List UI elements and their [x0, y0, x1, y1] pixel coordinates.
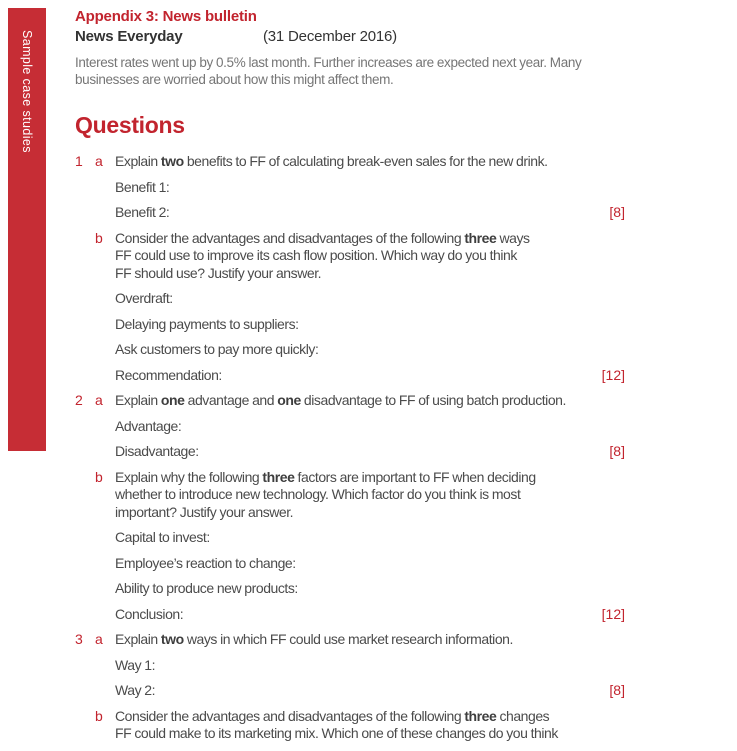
text-segment: Explain [115, 153, 161, 169]
part-text [115, 392, 625, 410]
answer-prompt-row [115, 443, 625, 461]
answer-prompt-label: Advantage: [115, 417, 182, 434]
answer-prompt-row [115, 580, 625, 598]
emphasis-text: one [160, 392, 185, 408]
answer-prompt-row [115, 606, 625, 624]
text-segment: FF could use to improve its cash flow position. Which way do you think [115, 247, 517, 263]
question-part-row [75, 392, 635, 461]
marks-badge: [8] [609, 204, 625, 220]
question-number: 1 [75, 153, 83, 169]
appendix-title: Appendix 3: News bulletin [75, 8, 257, 25]
part-content [115, 631, 625, 700]
answer-prompt-row [115, 341, 625, 359]
text-segment: Explain why the following [115, 468, 263, 485]
part-content [115, 708, 625, 743]
question-part-row [75, 153, 635, 222]
marks-badge: [8] [609, 682, 625, 698]
part-content [115, 392, 625, 461]
content-column [75, 8, 635, 751]
answer-prompt-row [115, 657, 625, 675]
text-segment: advantage and [184, 392, 278, 408]
emphasis-text: two [160, 631, 184, 647]
news-body-line-1: Interest rates went up by 0.5% last month. Further increases are expected next year. Many [75, 55, 582, 70]
question-number [75, 230, 95, 385]
part-letter: b [95, 707, 103, 724]
part-letter: a [95, 153, 103, 169]
news-source: News Everyday [75, 28, 183, 45]
answer-prompt-row [115, 204, 625, 222]
questions-list [75, 153, 635, 743]
emphasis-text: three [262, 468, 295, 485]
answer-prompt-label: Overdraft: [115, 290, 173, 306]
marks-badge: [8] [609, 443, 625, 459]
part-letter: a [95, 631, 103, 647]
part-text [115, 230, 625, 283]
news-headline-row [75, 28, 635, 46]
question-number: 3 [75, 631, 83, 647]
answer-prompt-label: Benefit 2: [115, 204, 170, 220]
sidebar-tab [8, 8, 46, 451]
text-segment: FF could make to its marketing mix. Which one of these changes do you think [115, 725, 558, 741]
answer-prompt-label: Delaying payments to suppliers: [115, 315, 299, 332]
answer-prompt-row [115, 418, 625, 436]
answer-prompt-row [115, 316, 625, 334]
emphasis-text: three [464, 707, 497, 724]
answer-prompt-row [115, 682, 625, 700]
text-segment: ways [496, 229, 530, 246]
part-text [115, 708, 625, 743]
text-segment: whether to introduce new technology. Which factor do you think is most [115, 486, 521, 502]
answer-prompt-row [115, 529, 625, 547]
part-content [115, 153, 625, 222]
text-segment: FF should use? Justify your answer. [115, 264, 322, 281]
part-content [115, 230, 625, 385]
text-segment: benefits to FF of calculating break-even sales for the new drink. [183, 153, 548, 169]
answer-prompt-label: Way 2: [115, 682, 156, 698]
answer-prompt-label: Way 1: [115, 656, 156, 673]
text-segment: Consider the advantages and disadvantages of the following [115, 707, 465, 724]
question-part-row [75, 469, 635, 624]
text-segment: changes [496, 707, 550, 724]
part-letter: b [95, 229, 103, 246]
answer-prompt-row [115, 367, 625, 385]
text-segment: Consider the advantages and disadvantages of the following [115, 229, 465, 246]
part-letter: b [95, 468, 103, 485]
part-text [115, 631, 625, 649]
answer-prompt-row [115, 290, 625, 308]
marks-badge: [12] [601, 605, 625, 622]
question-number [75, 469, 95, 624]
answer-prompt-label: Ability to produce new products: [115, 580, 298, 596]
news-body [75, 54, 635, 88]
news-date: (31 December 2016) [263, 28, 397, 45]
answer-prompt-row [115, 179, 625, 197]
sidebar-label: Sample case studies [20, 30, 34, 153]
answer-prompt-row [115, 555, 625, 573]
news-body-line-2: businesses are worried about how this might affect them. [75, 72, 394, 87]
text-segment: Explain [115, 631, 161, 647]
question-number: 2 [75, 392, 83, 408]
text-segment: important? Justify your answer. [115, 503, 294, 520]
part-text [115, 153, 625, 171]
questions-heading: Questions [75, 112, 185, 138]
text-segment: disadvantage to FF of using batch production. [300, 392, 566, 408]
part-text [115, 469, 625, 522]
text-segment: Explain [115, 392, 161, 408]
answer-prompt-label: Conclusion: [115, 605, 184, 622]
answer-prompt-label: Capital to invest: [115, 529, 210, 545]
marks-badge: [12] [601, 366, 625, 383]
emphasis-text: one [277, 392, 301, 408]
part-letter: a [95, 392, 103, 408]
question-part-row [75, 631, 635, 700]
answer-prompt-label: Recommendation: [115, 366, 222, 383]
text-segment: factors are important to FF when deciding [294, 468, 536, 485]
part-content [115, 469, 625, 624]
text-segment: ways in which FF could use market research information. [183, 631, 513, 647]
question-part-row [75, 230, 635, 385]
answer-prompt-label: Employee’s reaction to change: [115, 554, 296, 571]
question-number [75, 708, 95, 743]
answer-prompt-label: Ask customers to pay more quickly: [115, 341, 319, 357]
emphasis-text: three [464, 229, 497, 246]
emphasis-text: two [160, 153, 184, 169]
answer-prompt-label: Benefit 1: [115, 178, 170, 195]
question-part-row [75, 708, 635, 743]
answer-prompt-label: Disadvantage: [115, 443, 199, 459]
